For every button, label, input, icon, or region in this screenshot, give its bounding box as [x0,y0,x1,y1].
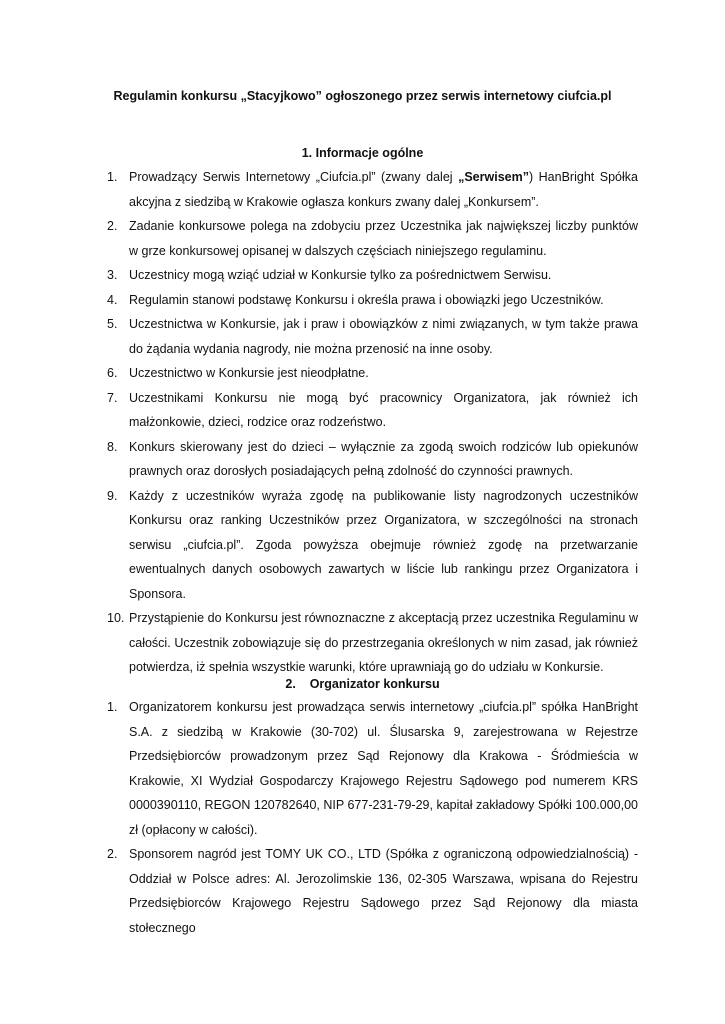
item-number: 3. [107,268,118,282]
item-number: 9. [107,488,118,503]
list-item: 2. Sponsorem nagród jest TOMY UK CO., LTD (Spółka z ograniczoną odpowiedzialnością) - Oddział w Polsce adres: Al. Jerozolimskie 136, 02-305 Warszawa, wpisana do Rejestru Przedsiębiorców Krajowego Rejestru Sądowego przez Sąd Rejonowy dla miasta stołecznego [0,842,725,940]
list-item: 5. Uczestnictwa w Konkursie, jak i praw i obowiązków z nimi związanych, w tym także prawa do żądania wydania nagrody, nie można przenosić na inne osoby. [0,312,725,361]
section-2-heading: 2. Organizator konkursu [285,677,440,691]
item-number: 7. [107,390,118,405]
list-item: 10. Przystąpienie do Konkursu jest równoznaczne z akceptacją przez uczestnika Regulaminu w całości. Uczestnik zobowiązuje się do przestrzegania określonych w nim zasad, jak również potwierdza, iż spełnia wszystkie warunki, które uprawniają go do udziału w Konkursie. [0,606,725,680]
list-item: 9. Każdy z uczestników wyraża zgodę na publikowanie listy nagrodzonych uczestników Konkursu oraz ranking Uczestników przez Organizatora, w szczególności na stronach serwisu „ciufcia.pl”. Zgoda powyższa obejmuje również zgodę na przetwarzanie ewentualnych danych osobowych zawartych w liście lub rankingu przez Organizatora i Sponsora. [0,484,725,607]
list-item: 6. Uczestnictwo w Konkursie jest nieodpłatne. [0,361,725,386]
list-item: 2. Zadanie konkursowe polega na zdobyciu przez Uczestnika jak największej liczby punktów w grze konkursowej opisanej w dalszych częściach niniejszego regulaminu. [0,214,725,263]
item-number: 2. [107,219,118,233]
item-number: 1. [107,170,118,184]
item-number: 2. [107,847,118,861]
list-item: 4. Regulamin stanowi podstawę Konkursu i określa prawa i obowiązki jego Uczestników. [0,288,725,313]
item-number: 6. [107,366,118,380]
section-1-list [0,165,725,680]
section-2-list [0,695,725,940]
item-number: 4. [107,292,118,307]
list-item: 1. Organizatorem konkursu jest prowadząca serwis internetowy „ciufcia.pl” spółka HanBright S.A. z siedzibą w Krakowie (30-702) ul. Ślusarska 9, zarejestrowana w Rejestrze Przedsiębiorców prowadzonym przez Sąd Rejonowy dla Krakowa - Śródmieścia w Krakowie, XI Wydział Gospodarczy Krajowego Rejestru Sądowego pod numerem KRS 0000390110, REGON 120782640, NIP 677-231-79-29, kapitał zakładowy Spółki 100.000,00 zł (opłacony w całości). [0,695,725,842]
list-item: 7. Uczestnikami Konkursu nie mogą być pracownicy Organizatora, jak również ich małżonkowie, dzieci, rodzice oraz rodzeństwo. [0,386,725,435]
list-item: 3. Uczestnicy mogą wziąć udział w Konkursie tylko za pośrednictwem Serwisu. [0,263,725,288]
item-number: 1. [107,700,118,714]
document-title: Regulamin konkursu „Stacyjkowo” ogłoszonego przez serwis internetowy ciufcia.pl [113,89,612,103]
section-1-heading: 1. Informacje ogólne [301,146,424,160]
list-item: 8. Konkurs skierowany jest do dzieci – wyłącznie za zgodą swoich rodziców lub opiekunów prawnych oraz dorosłych posiadających pełną zdolność do czynności prawnych. [0,435,725,484]
item-number: 8. [107,439,118,454]
item-number: 10. [107,611,125,625]
item-number: 5. [107,317,118,331]
list-item: 1. Prowadzący Serwis Internetowy „Ciufcia.pl” (zwany dalej „Serwisem”) HanBright Spółka akcyjna z siedzibą w Krakowie ogłasza konkurs zwany dalej „Konkursem”. [0,165,725,214]
